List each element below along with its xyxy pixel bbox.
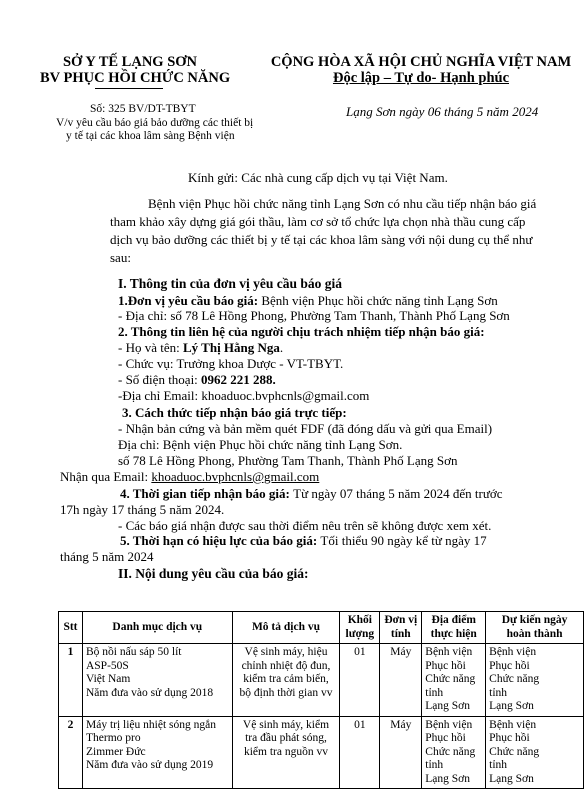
row-quantity: 01 xyxy=(340,716,380,789)
org-name: BV PHỤC HỒI CHỨC NĂNG xyxy=(40,70,231,86)
intro-line-3: dịch vụ bảo dưỡng các thiết bị y tế tại các khoa lâm sàng với nội dung cụ thể như xyxy=(110,232,533,247)
section-2-heading: II. Nội dung yêu cầu của báo giá: xyxy=(118,566,309,581)
completion-line: Chức năng xyxy=(489,745,540,758)
row-service xyxy=(82,644,232,717)
location-line: Phục hồi xyxy=(425,732,466,744)
table-header-row xyxy=(59,612,584,644)
validity-label: 5. Thời hạn có hiệu lực của báo giá: xyxy=(120,533,321,548)
receipt-email-label: Nhận qua Email: xyxy=(60,469,152,484)
description-line: bộ định thời gian vv xyxy=(239,686,333,699)
contact-name-end: . xyxy=(279,340,284,355)
completion-line: tỉnh xyxy=(489,686,508,699)
contact-name-value: Lý Thị Hằng Nga xyxy=(182,340,280,355)
org-parent: SỞ Y TẾ LẠNG SƠN xyxy=(62,54,198,70)
contact-phone xyxy=(118,372,276,388)
completion-line: Lạng Sơn xyxy=(489,772,534,785)
row-completion xyxy=(486,644,584,717)
service-line: Việt Nam xyxy=(85,673,131,685)
receipt-email-link[interactable]: khoaduoc.bvphcnls@gmail.com xyxy=(151,469,320,484)
contact-phone-value: 0962 221 288. xyxy=(201,372,276,387)
service-line: Thermo pro xyxy=(85,732,141,744)
completion-line: Bệnh viện xyxy=(489,646,537,658)
service-line: Máy trị liệu nhiệt sóng ngắn xyxy=(85,718,216,731)
receipt-time-line-2: 17h ngày 17 tháng 5 năm 2024. xyxy=(60,502,225,517)
contact-position: - Chức vụ: Trưởng khoa Dược - VT-TBYT. xyxy=(118,356,344,371)
table-row xyxy=(59,716,584,789)
description-line: kiểm tra cảm biến, xyxy=(243,673,329,685)
receipt-time-note: - Các báo giá nhận được sau thời điểm nêu trên sẽ không được xem xét. xyxy=(118,518,492,533)
receipt-email xyxy=(60,469,319,485)
place-date: Lạng Sơn ngày 06 tháng 5 năm 2024 xyxy=(346,104,539,119)
location-line: Lạng Sơn xyxy=(425,700,471,712)
receipt-line-2: Địa chỉ: Bệnh viện Phục hồi chức năng tỉnh Lạng Sơn. xyxy=(118,437,403,452)
location-line: Chức năng xyxy=(425,745,476,758)
col-description: Mô tả dịch vụ xyxy=(232,612,340,644)
contact-phone-label: - Số điện thoại: xyxy=(118,372,202,387)
contact-name-label: - Họ và tên: xyxy=(118,340,183,355)
service-line: Zimmer Đức xyxy=(85,745,146,758)
completion-line: Phục hồi xyxy=(489,659,530,672)
location-line: Bệnh viện xyxy=(425,718,473,731)
location-line: Chức năng xyxy=(425,673,476,685)
service-line: Năm đưa vào sử dụng 2019 xyxy=(85,759,214,771)
description-line: Vệ sinh máy, kiểm xyxy=(242,718,330,731)
description-line: chỉnh nhiệt độ đun, xyxy=(241,659,331,672)
location-line: tỉnh xyxy=(425,759,444,771)
location-line: Bệnh viện xyxy=(425,646,473,658)
requesting-unit-label: 1.Đơn vị yêu cầu báo giá: xyxy=(118,293,262,308)
receipt-line-1: - Nhận bản cứng và bản mềm quét FDF (đã đóng dấu và gửi qua Email) xyxy=(118,421,493,436)
col-quantity: Khối lượng xyxy=(340,612,380,644)
row-location xyxy=(422,644,486,717)
completion-line: Phục hồi xyxy=(489,732,530,744)
row-unit: Máy xyxy=(380,716,422,789)
row-quantity: 01 xyxy=(340,644,380,717)
col-unit: Đơn vị tính xyxy=(380,612,422,644)
col-service: Danh mục dịch vụ xyxy=(82,612,232,644)
nation-motto: Độc lập – Tự do- Hạnh phúc xyxy=(332,70,510,86)
requesting-unit-value: Bệnh viện Phục hồi chức năng tỉnh Lạng Sơn xyxy=(261,293,498,308)
quote-request-table xyxy=(58,611,584,789)
intro-line-1: Bệnh viện Phục hồi chức năng tỉnh Lạng Sơn có nhu cầu tiếp nhận báo giá xyxy=(148,196,537,211)
subject-line-2: y tế tại các khoa lâm sàng Bệnh viện xyxy=(66,130,235,142)
col-location: Địa điểm thực hiện xyxy=(422,612,486,644)
service-line: Năm đưa vào sử dụng 2018 xyxy=(85,686,214,699)
col-stt: Stt xyxy=(59,612,83,644)
subject-line-1: V/v yêu cầu báo giá bảo dưỡng các thiết bị xyxy=(56,117,254,129)
row-completion xyxy=(486,716,584,789)
receipt-time-value: Từ ngày 07 tháng 5 năm 2024 đến trước xyxy=(293,486,503,501)
col-completion: Dự kiến ngày hoàn thành xyxy=(486,612,584,644)
location-line: Phục hồi xyxy=(425,659,466,672)
doc-number: Số: 325 BV/DT-TBYT xyxy=(90,103,196,115)
receipt-line-3: số 78 Lê Hồng Phong, Phường Tam Thanh, Thành Phố Lạng Sơn xyxy=(118,453,458,468)
receipt-time xyxy=(120,486,503,502)
description-line: Vệ sinh máy, hiệu xyxy=(244,646,328,658)
header-left-rule xyxy=(95,88,163,89)
contact-email: -Địa chỉ Email: khoaduoc.bvphcnls@gmail.com xyxy=(118,388,370,403)
requesting-unit-address: - Địa chỉ: số 78 Lê Hồng Phong, Phường Tam Thanh, Thành Phố Lạng Sơn xyxy=(118,308,510,323)
row-description xyxy=(232,716,340,789)
row-service xyxy=(82,716,232,789)
section-3-title: 3. Cách thức tiếp nhận báo giá trực tiếp: xyxy=(122,405,347,420)
completion-line: Bệnh viện xyxy=(489,718,537,731)
contact-name xyxy=(118,340,283,356)
nation-title: CỘNG HÒA XÃ HỘI CHỦ NGHĨA VIỆT NAM xyxy=(270,54,572,70)
row-stt: 1 xyxy=(59,644,83,717)
description-line: tra đầu phát sóng, xyxy=(245,732,327,744)
greeting: Kính gửi: Các nhà cung cấp dịch vụ tại Việt Nam. xyxy=(188,170,448,185)
description-line: kiểm tra nguồn vv xyxy=(243,745,328,758)
table-row xyxy=(59,644,584,717)
completion-line: Lạng Sơn xyxy=(489,700,534,712)
service-line: Bộ nồi nấu sáp 50 lít xyxy=(85,646,182,658)
intro-line-2: tham khảo xây dựng giá gói thầu, làm cơ sở tổ chức lựa chọn nhà thầu cung cấp xyxy=(110,214,526,229)
row-location xyxy=(422,716,486,789)
validity-line-2: tháng 5 năm 2024 xyxy=(60,549,154,564)
completion-line: tỉnh xyxy=(489,759,508,771)
location-line: tỉnh xyxy=(425,686,444,699)
intro-line-4: sau: xyxy=(110,250,131,265)
section-2-title: 2. Thông tin liên hệ của người chịu trách nhiệm tiếp nhận báo giá: xyxy=(118,324,485,339)
section-1-title: I. Thông tin của đơn vị yêu cầu báo giá xyxy=(118,276,343,291)
row-unit: Máy xyxy=(380,644,422,717)
completion-line: Chức năng xyxy=(489,673,540,685)
service-line: ASP-50S xyxy=(85,659,129,672)
validity-value: Tối thiểu 90 ngày kể từ ngày 17 xyxy=(320,533,487,548)
requesting-unit xyxy=(118,293,498,309)
row-stt: 2 xyxy=(59,716,83,789)
receipt-time-label: 4. Thời gian tiếp nhận báo giá: xyxy=(120,486,294,501)
row-description xyxy=(232,644,340,717)
location-line: Lạng Sơn xyxy=(425,772,471,785)
validity xyxy=(120,533,487,549)
